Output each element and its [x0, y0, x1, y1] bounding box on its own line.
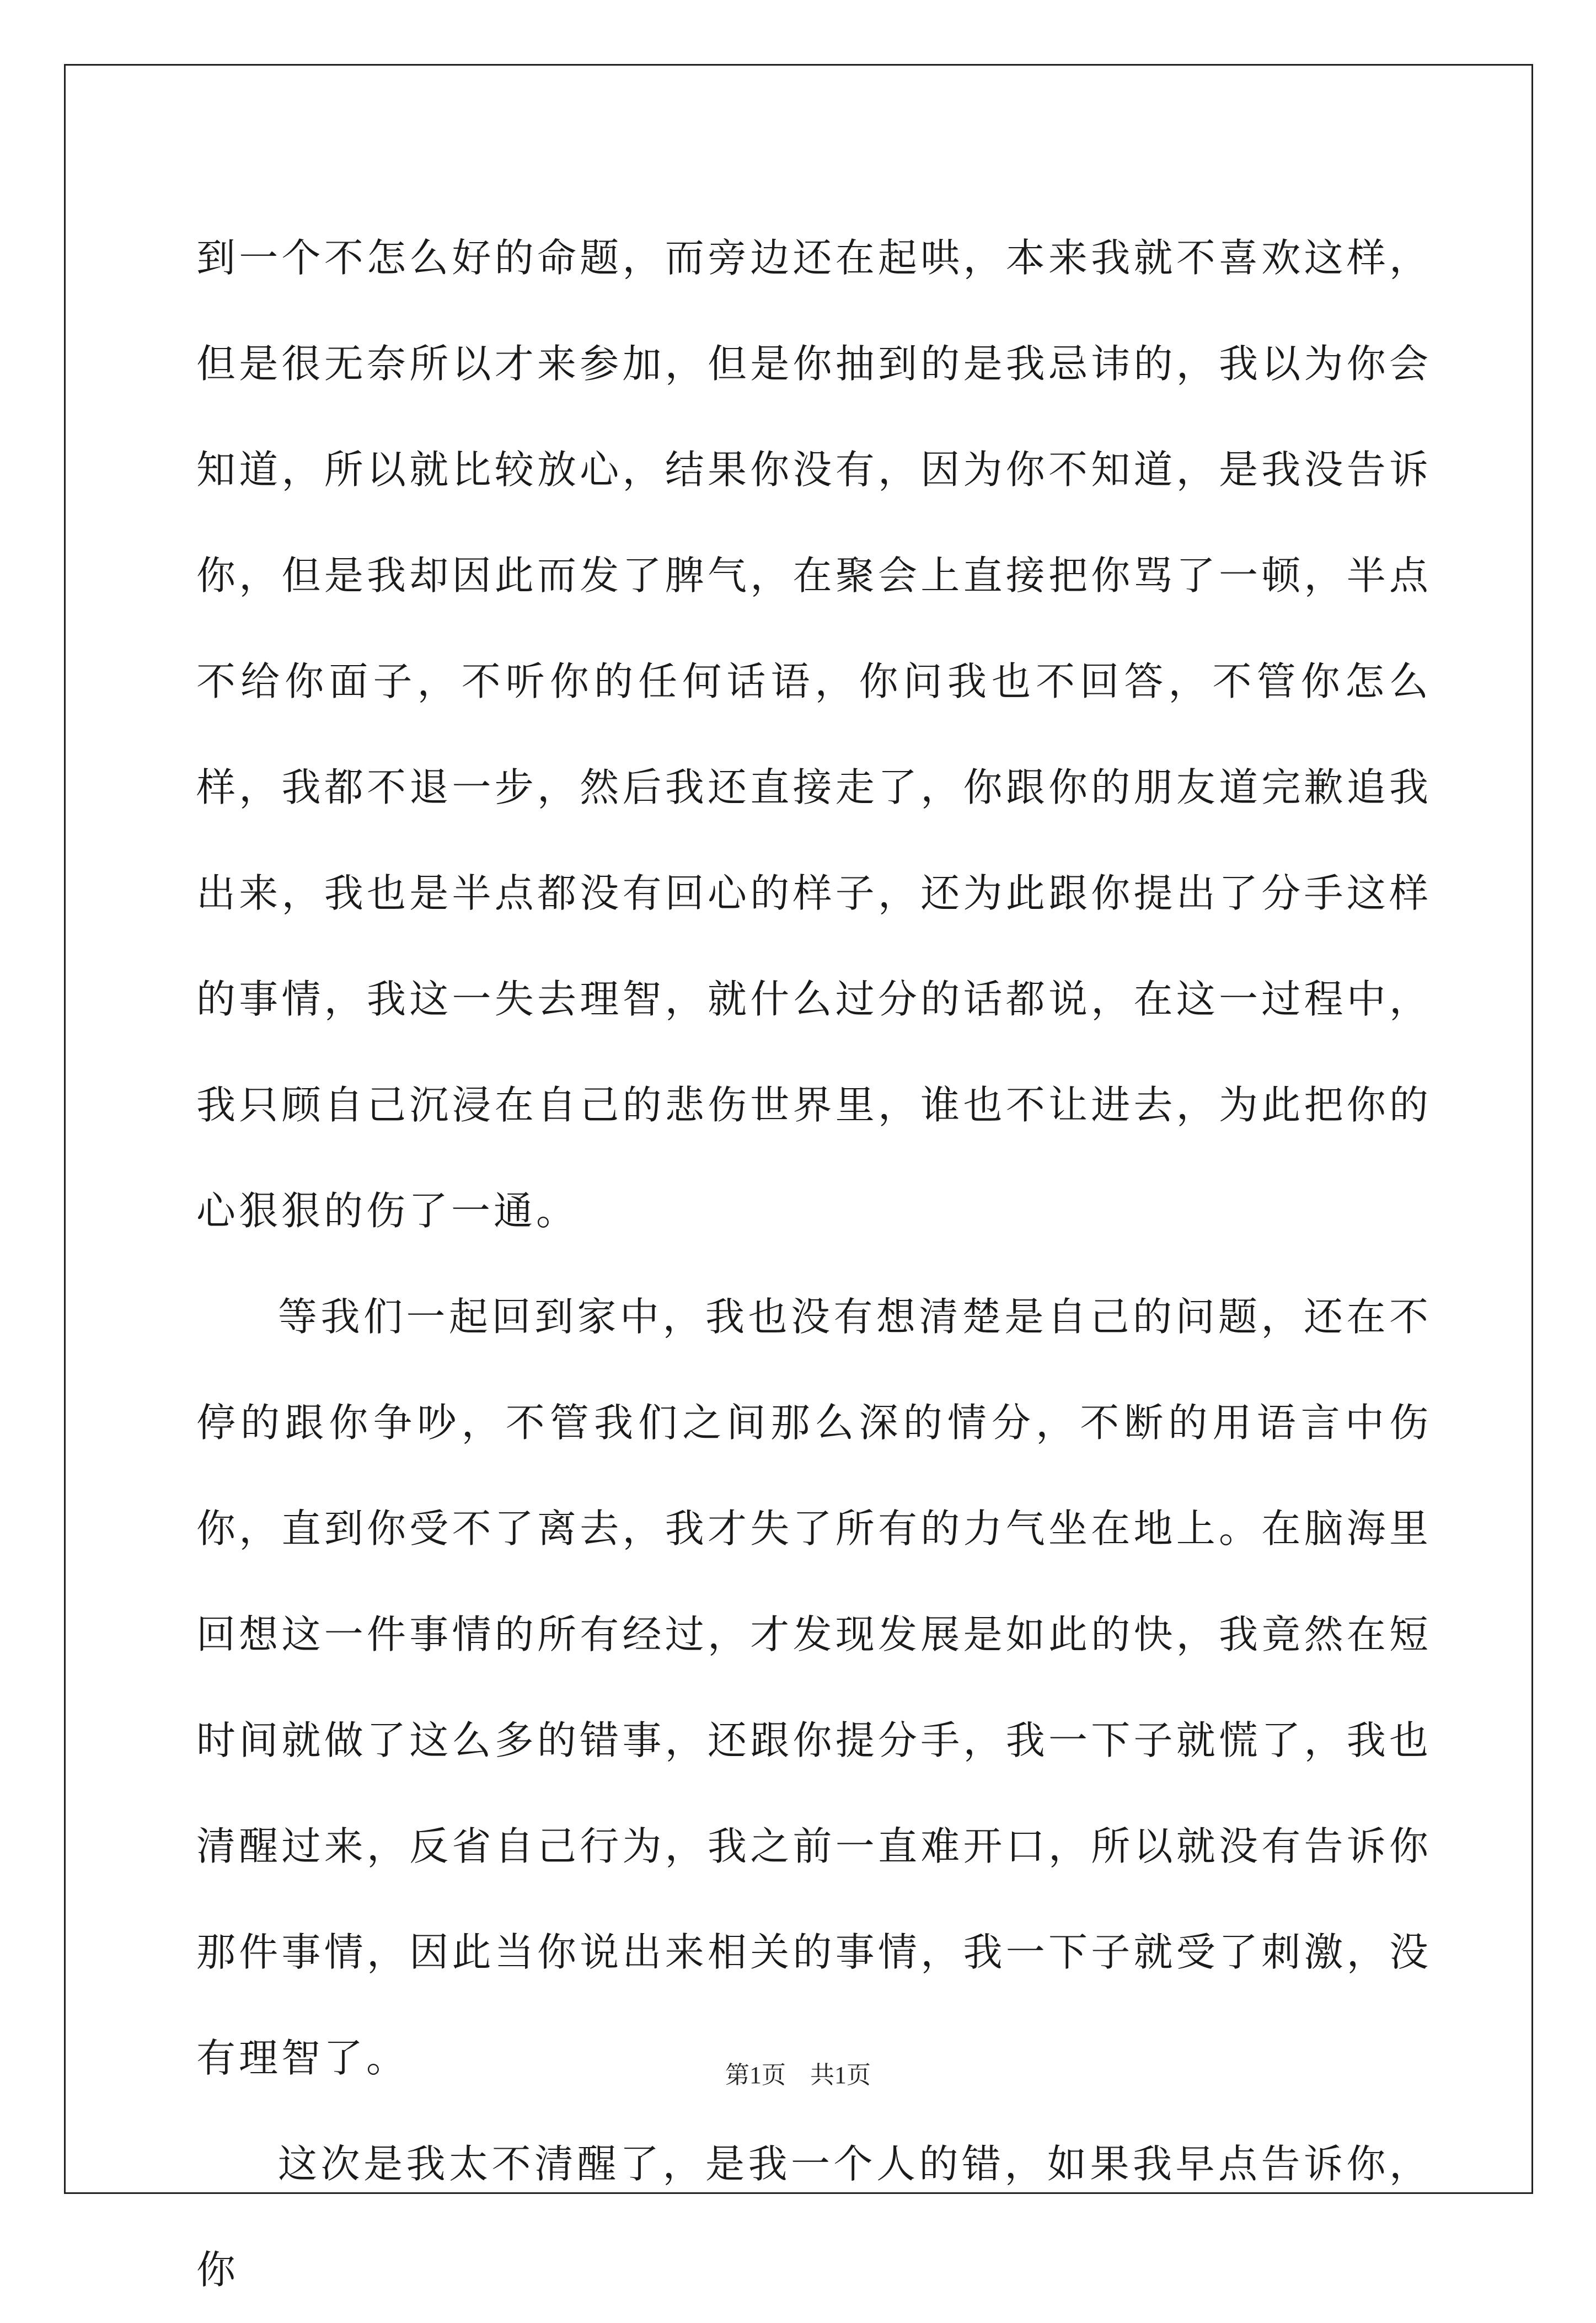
paragraph-2: 等我们一起回到家中，我也没有想清楚是自己的问题，还在不停的跟你争吵，不管我们之间那么深的情分，不断的用语言中伤你，直到你受不了离去，我才失了所有的力气坐在地上。在脑海里回想这一件事情的所有经过，才发现发展是如此的快，我竟然在短时间就做了这么多的错事，还跟你提分手，我一下子就慌了，我也清醒过来，反省自己行为，我之前一直难开口，所以就没有告诉你那件事情，因此当你说出来相关的事情，我一下子就受了刺激，没有理智了。 [196, 1294, 1432, 2081]
page-number-footer: 第1页 共1页 [725, 2062, 871, 2089]
paragraph-3: 这次是我太不清醒了，是我一个人的错，如果我早点告诉你，你 [196, 2141, 1432, 2293]
document-body [196, 205, 1432, 2323]
paragraph-1: 到一个不怎么好的命题，而旁边还在起哄，本来我就不喜欢这样，但是很无奈所以才来参加，但是你抽到的是我忌讳的，我以为你会知道，所以就比较放心，结果你没有，因为你不知道，是我没告诉你，但是我却因此而发了脾气，在聚会上直接把你骂了一顿，半点不给你面子，不听你的任何话语，你问我也不回答，不管你怎么样，我都不退一步，然后我还直接走了，你跟你的朋友道完歉追我出来，我也是半点都没有回心的样子，还为此跟你提出了分手这样的事情，我这一失去理智，就什么过分的话都说，在这一过程中，我只顾自己沉浸在自己的悲伤世界里，谁也不让进去，为此把你的心狠狠的伤了一通。 [196, 235, 1432, 1234]
